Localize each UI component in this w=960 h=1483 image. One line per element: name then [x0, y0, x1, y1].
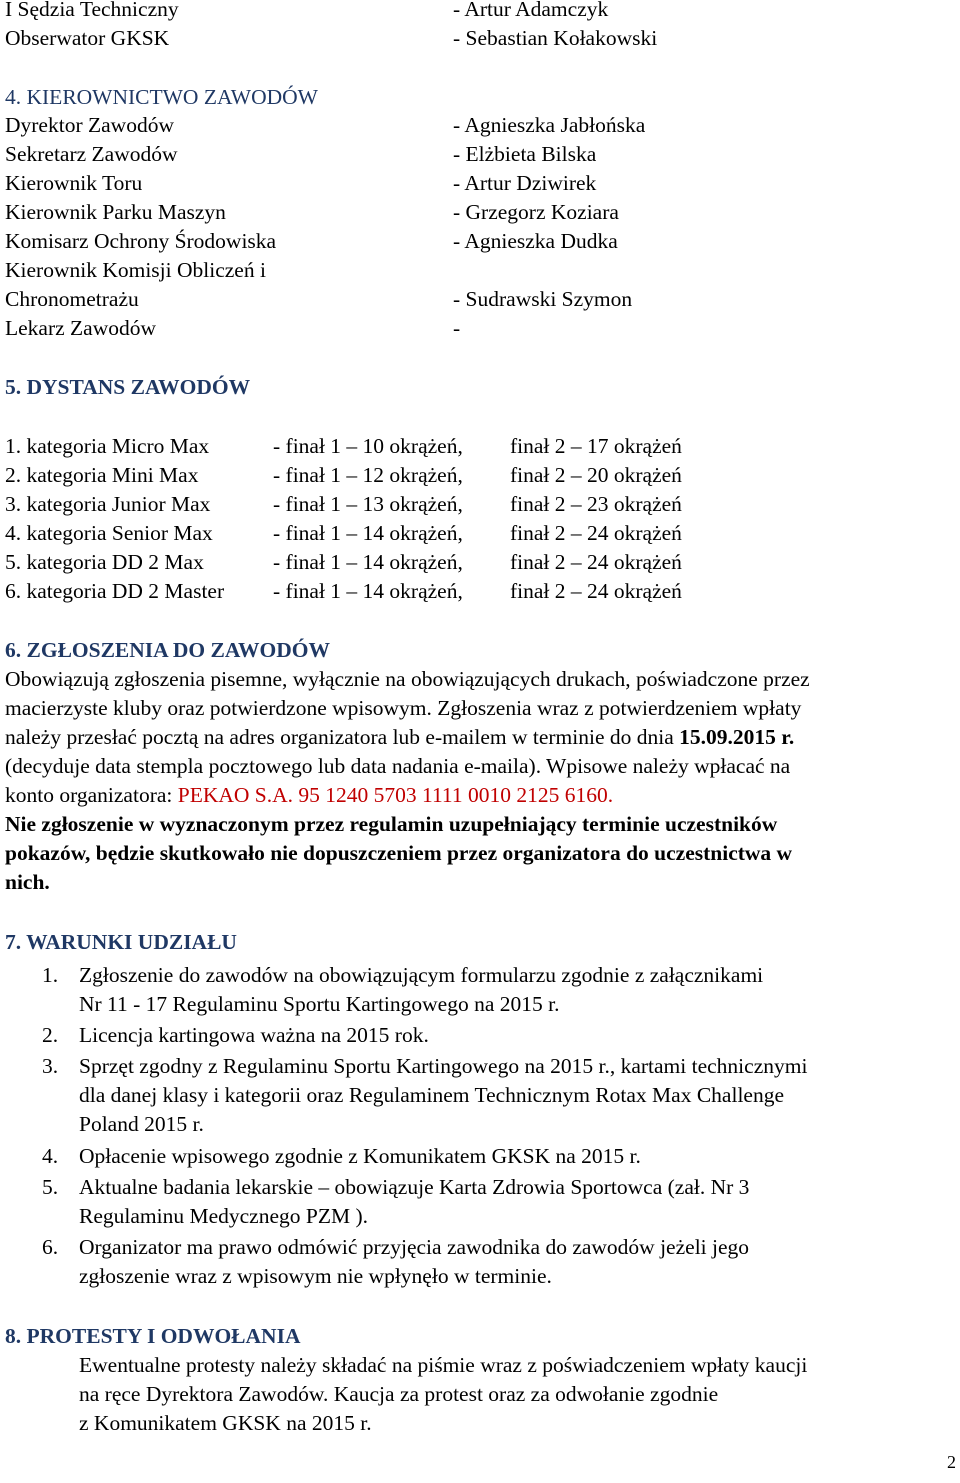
official-role: I Sędzia Techniczny — [5, 0, 179, 21]
final-2: finał 2 – 24 okrążeń — [510, 579, 682, 603]
page-number: 2 — [947, 1452, 956, 1472]
warning-line: nich. — [5, 870, 50, 894]
final-1: - finał 1 – 14 okrążeń, — [273, 521, 463, 545]
person-name: - Agnieszka Jabłońska — [453, 113, 646, 137]
item-number: 2. — [42, 1023, 59, 1047]
item-line: Nr 11 - 17 Regulaminu Sportu Kartingowego na 2015 r. — [79, 992, 560, 1016]
role-label: Lekarz Zawodów — [5, 316, 157, 340]
category-label: 2. kategoria Mini Max — [5, 463, 199, 487]
paragraph-line: z Komunikatem GKSK na 2015 r. — [79, 1411, 372, 1435]
official-role: Obserwator GKSK — [5, 26, 170, 50]
category-label: 1. kategoria Micro Max — [5, 434, 210, 458]
paragraph-line: Obowiązują zgłoszenia pisemne, wyłącznie na obowiązujących drukach, poświadczone przez — [5, 667, 810, 691]
person-name: - Agnieszka Dudka — [453, 229, 618, 253]
final-2: finał 2 – 24 okrążeń — [510, 521, 682, 545]
item-number: 1. — [42, 963, 59, 987]
person-name: - Sudrawski Szymon — [453, 287, 633, 311]
section-4-title: 4. KIEROWNICTWO ZAWODÓW — [5, 85, 318, 109]
item-line: Aktualne badania lekarskie – obowiązuje Karta Zdrowia Sportowca (zał. Nr 3 — [79, 1175, 750, 1199]
paragraph-line — [5, 723, 794, 752]
item-number: 5. — [42, 1175, 59, 1199]
person-name: - Grzegorz Koziara — [453, 200, 619, 224]
paragraph-line — [5, 781, 613, 810]
warning-line: Nie zgłoszenie w wyznaczonym przez regulamin uzupełniający terminie uczestników — [5, 812, 778, 836]
section-8-title: 8. PROTESTY I ODWOŁANIA — [5, 1324, 301, 1348]
item-line: zgłoszenie wraz z wpisowym nie wpłynęło w terminie. — [79, 1264, 552, 1288]
final-2: finał 2 – 23 okrążeń — [510, 492, 682, 516]
item-line: Regulaminu Medycznego PZM ). — [79, 1204, 369, 1228]
bank-account: PEKAO S.A. 95 1240 5703 1111 0010 2125 6160. — [177, 783, 614, 807]
item-number: 6. — [42, 1235, 59, 1259]
item-number: 4. — [42, 1144, 59, 1168]
final-1: - finał 1 – 10 okrążeń, — [273, 434, 463, 458]
category-label: 5. kategoria DD 2 Max — [5, 550, 204, 574]
official-name: - Sebastian Kołakowski — [453, 26, 658, 50]
role-label: Komisarz Ochrony Środowiska — [5, 229, 277, 253]
warning-line: pokazów, będzie skutkowało nie dopuszczeniem przez organizatora do uczestnictwa w — [5, 841, 793, 865]
item-line: Zgłoszenie do zawodów na obowiązującym formularzu zgodnie z załącznikami — [79, 963, 764, 987]
person-name: - Elżbieta Bilska — [453, 142, 597, 166]
item-line: dla danej klasy i kategorii oraz Regulaminem Technicznym Rotax Max Challenge — [79, 1083, 784, 1107]
final-1: - finał 1 – 14 okrążeń, — [273, 550, 463, 574]
category-label: 3. kategoria Junior Max — [5, 492, 211, 516]
role-label: Kierownik Komisji Obliczeń i — [5, 258, 266, 282]
deadline-text: należy przesłać pocztą na adres organizatora lub e-mailem w terminie do dnia — [5, 725, 680, 749]
role-label: Sekretarz Zawodów — [5, 142, 178, 166]
item-line: Poland 2015 r. — [79, 1112, 204, 1136]
paragraph-line: macierzyste kluby oraz potwierdzone wpisowym. Zgłoszenia wraz z potwierdzeniem wpłaty — [5, 696, 802, 720]
category-label: 4. kategoria Senior Max — [5, 521, 213, 545]
role-label: Kierownik Toru — [5, 171, 143, 195]
person-name: - — [453, 316, 461, 340]
final-2: finał 2 – 24 okrążeń — [510, 550, 682, 574]
role-label: Chronometrażu — [5, 287, 139, 311]
final-1: - finał 1 – 14 okrążeń, — [273, 579, 463, 603]
role-label: Kierownik Parku Maszyn — [5, 200, 226, 224]
role-label: Dyrektor Zawodów — [5, 113, 174, 137]
section-7-title: 7. WARUNKI UDZIAŁU — [5, 930, 237, 954]
section-6-title: 6. ZGŁOSZENIA DO ZAWODÓW — [5, 638, 330, 662]
final-2: finał 2 – 20 okrążeń — [510, 463, 682, 487]
item-line: Sprzęt zgodny z Regulaminu Sportu Kartingowego na 2015 r., kartami technicznymi — [79, 1054, 808, 1078]
section-5-title: 5. DYSTANS ZAWODÓW — [5, 375, 251, 399]
paragraph-line: na ręce Dyrektora Zawodów. Kaucja za protest oraz za odwołanie zgodnie — [79, 1382, 719, 1406]
item-number: 3. — [42, 1054, 59, 1078]
deadline-date: 15.09.2015 r. — [679, 725, 795, 749]
item-line: Organizator ma prawo odmówić przyjęcia zawodnika do zawodów jeżeli jego — [79, 1235, 750, 1259]
item-line: Opłacenie wpisowego zgodnie z Komunikatem GKSK na 2015 r. — [79, 1144, 641, 1168]
category-label: 6. kategoria DD 2 Master — [5, 579, 225, 603]
person-name: - Artur Dziwirek — [453, 171, 597, 195]
final-2: finał 2 – 17 okrążeń — [510, 434, 682, 458]
final-1: - finał 1 – 13 okrążeń, — [273, 492, 463, 516]
account-label: konto organizatora: — [5, 783, 178, 807]
paragraph-line: (decyduje data stempla pocztowego lub data nadania e-maila). Wpisowe należy wpłacać na — [5, 754, 791, 778]
official-name: - Artur Adamczyk — [453, 0, 609, 21]
item-line: Licencja kartingowa ważna na 2015 rok. — [79, 1023, 429, 1047]
final-1: - finał 1 – 12 okrążeń, — [273, 463, 463, 487]
paragraph-line: Ewentualne protesty należy składać na piśmie wraz z poświadczeniem wpłaty kaucji — [79, 1353, 808, 1377]
